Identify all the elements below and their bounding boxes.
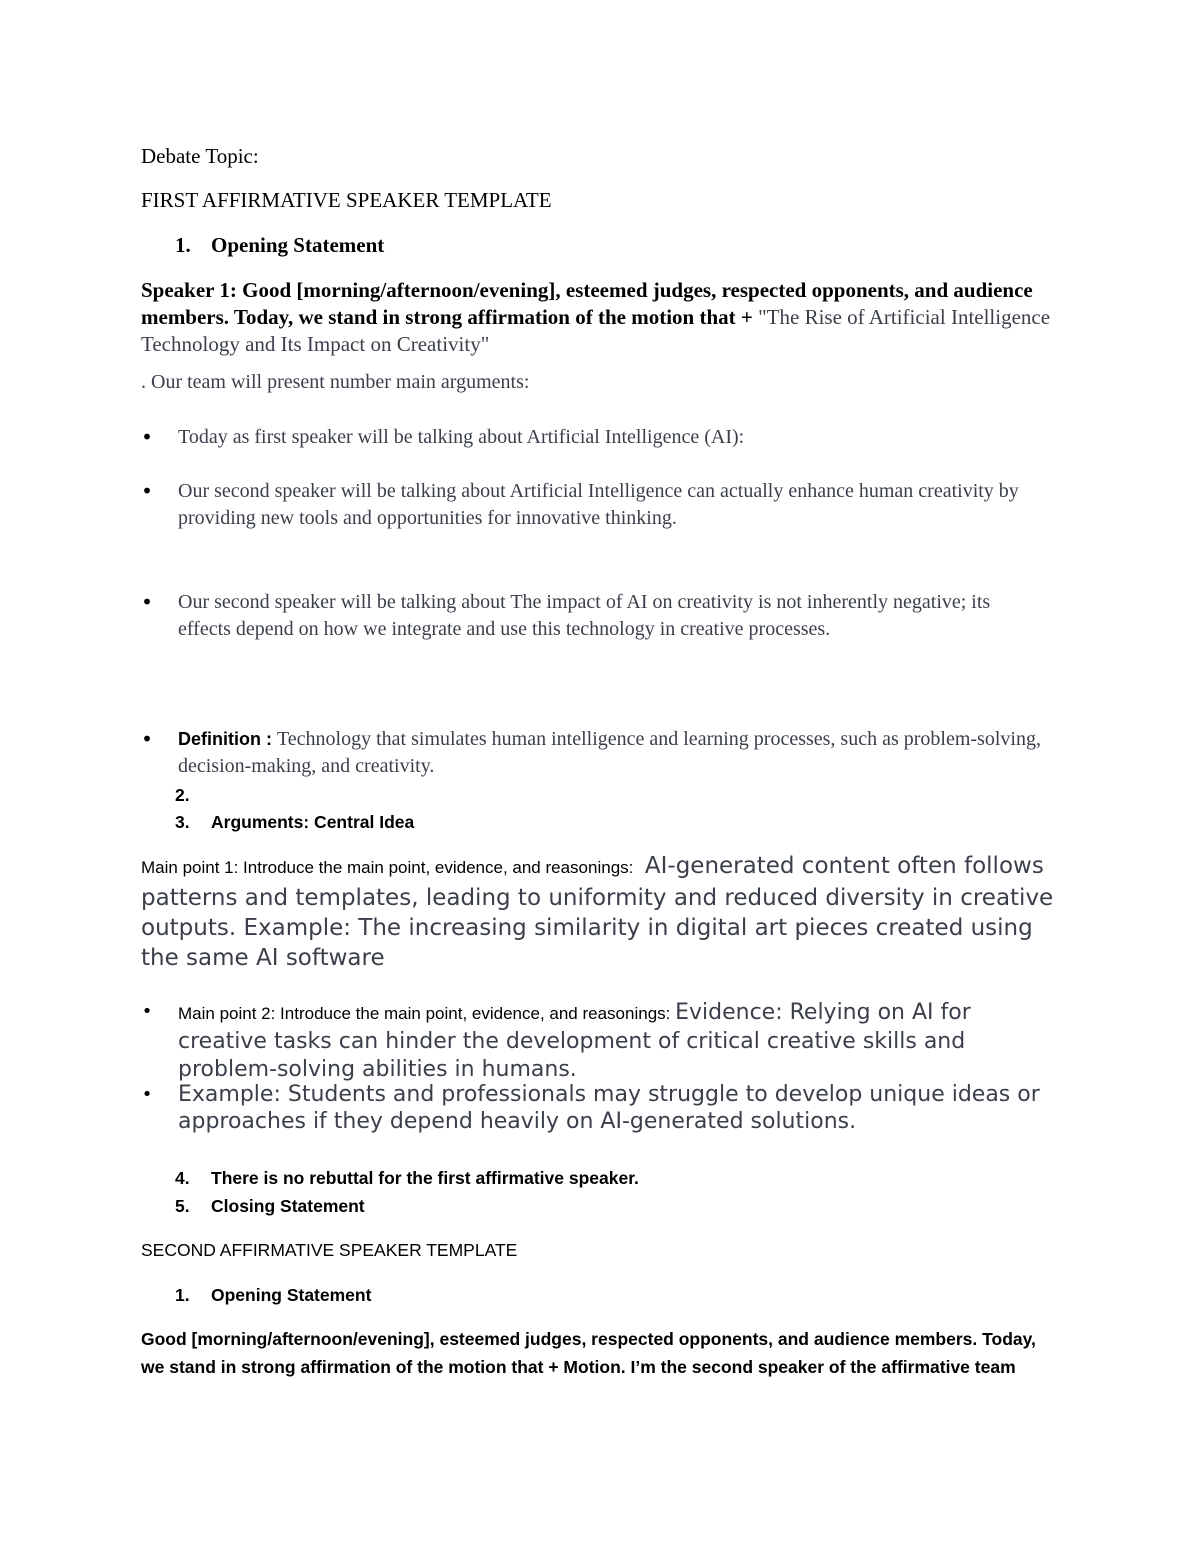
second-speaker-heading: SECOND AFFIRMATIVE SPEAKER TEMPLATE (141, 1240, 518, 1260)
bullet-icon: • (141, 1001, 153, 1022)
closing-statement-item (175, 1192, 365, 1220)
first-opening-statement-item (175, 232, 384, 259)
main-point-2-label: Main point 2: Introduce the main point, evidence, and reasonings: (178, 1004, 676, 1023)
item-label: Opening Statement (211, 233, 385, 257)
bullet-text: The impact of AI on creativity is not inherently negative; its effects depend on how we integrate and use this technology in creative processes. (178, 591, 991, 640)
greeting-text: Good [morning/afternoon/evening], esteemed judges, respected opponents, and audience members. Today, we stand in strong affirmation of the motion that + (141, 278, 1033, 329)
item-label: Closing Statement (211, 1196, 365, 1216)
debate-topic-label: Debate Topic: (141, 144, 259, 168)
example-text: Example: Students and professionals may struggle to develop unique ideas or approaches if they depend heavily on AI-generated solutions. (178, 1082, 1040, 1134)
speaker1-greeting-paragraph (141, 277, 1061, 358)
bullet-lead: Today as first speaker will be talking about (178, 426, 527, 448)
item-number: 2. (175, 785, 190, 805)
bullet-icon: • (141, 1084, 153, 1105)
item-2 (175, 781, 211, 809)
item-number: 5. (175, 1196, 190, 1216)
main-point-2-bullet (141, 998, 1061, 1083)
second-opening-statement-item (175, 1281, 371, 1309)
speaker-bullet (141, 589, 1041, 643)
bullet-icon: • (141, 590, 153, 614)
item-number: 1. (175, 233, 191, 257)
arguments-item (175, 808, 414, 836)
item-label: Opening Statement (211, 1285, 372, 1305)
bullet-icon: • (141, 727, 153, 751)
item-number: 1. (175, 1285, 190, 1305)
speaker-bullet (141, 424, 1061, 451)
item-number: 4. (175, 1168, 190, 1188)
motion-text: "The Rise of Artificial Intelligence Technology and Its Impact on Creativity" (141, 305, 1051, 356)
speaker-prefix: Speaker 1: (141, 278, 237, 302)
rebuttal-item (175, 1164, 639, 1192)
first-speaker-heading: FIRST AFFIRMATIVE SPEAKER TEMPLATE (141, 188, 552, 212)
item-number: 3. (175, 812, 190, 832)
speaker-bullet (141, 478, 1061, 532)
second-greeting-paragraph: Good [morning/afternoon/evening], esteemed judges, respected opponents, and audience members. Today, we stand in strong affirmation of the motion that + Motion. I’m the second speaker of the affirmative team (141, 1329, 1036, 1377)
definition-bullet (141, 726, 1041, 780)
example-bullet (141, 1081, 1061, 1135)
main-point-2-text: Evidence: Relying on AI for creative tasks can hinder the development of critical creative skills and problem-solving abilities in humans. (178, 1000, 971, 1082)
bullet-icon: • (141, 425, 153, 449)
bullet-text: Artificial Intelligence can actually enhance human creativity by providing new tools and opportunities for innovative thinking. (178, 480, 1019, 529)
bullet-lead: Our second speaker will be talking about (178, 591, 511, 613)
bullet-icon: • (141, 479, 153, 503)
definition-text: Technology that simulates human intelligence and learning processes, such as problem-solving, decision-making, and creativity. (178, 728, 1041, 777)
item-label: Arguments: Central Idea (211, 812, 415, 832)
main-point-1-paragraph (141, 851, 1061, 973)
item-label: There is no rebuttal for the first affirmative speaker. (211, 1168, 639, 1188)
main-point-1-text: AI-generated content often follows patterns and templates, leading to uniformity and reduced diversity in creative outputs. Example: The increasing similarity in digital art pieces created using the same AI software (141, 853, 1054, 971)
definition-label: Definition : (178, 729, 277, 749)
main-point-1-label: Main point 1: Introduce the main point, evidence, and reasonings: (141, 858, 634, 877)
team-arguments-line: . Our team will present number main arguments: (141, 371, 530, 393)
bullet-text: Artificial Intelligence (AI): (526, 426, 745, 448)
bullet-lead: Our second speaker will be talking about (178, 480, 510, 502)
